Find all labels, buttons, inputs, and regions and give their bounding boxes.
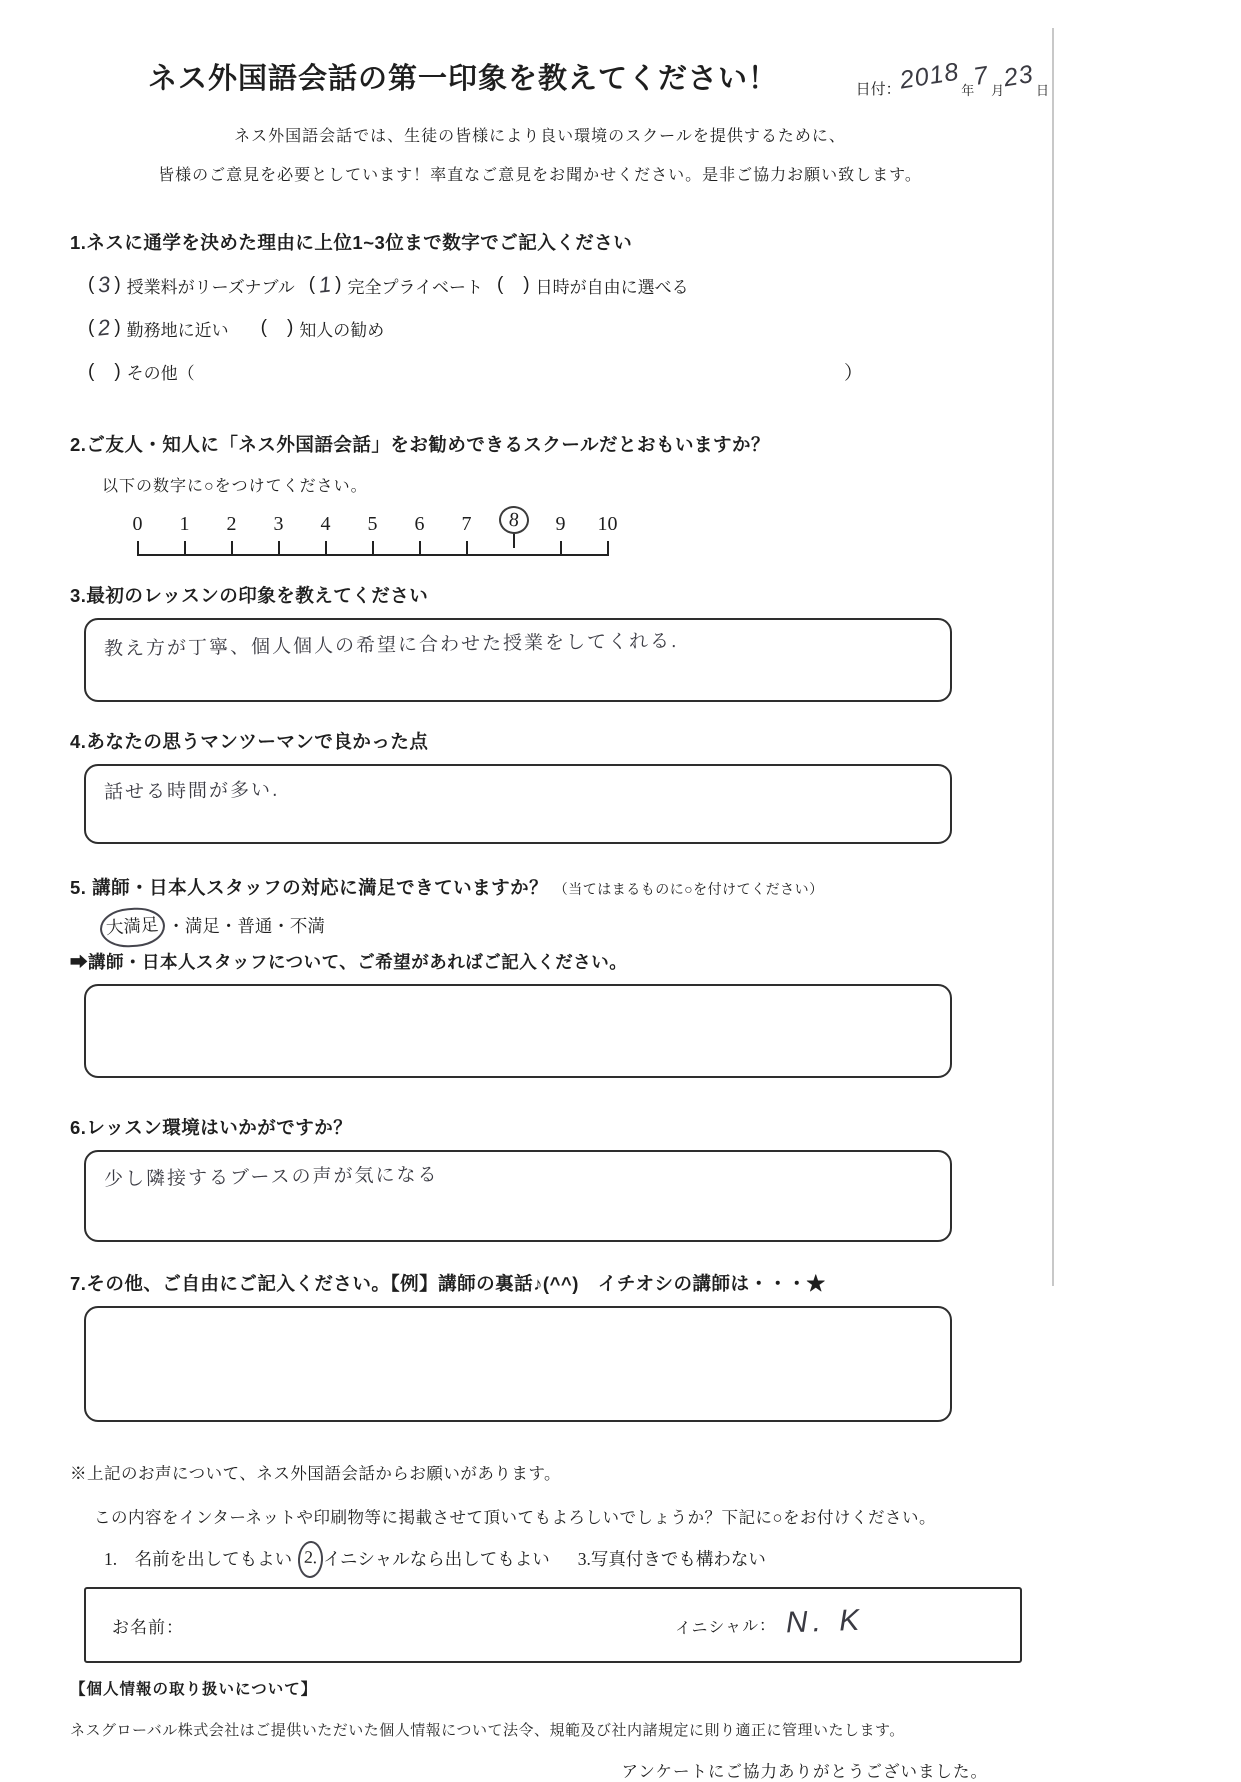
q5-followup: ➡講師・日本人スタッフについて、ご希望があればご記入ください。	[70, 952, 628, 972]
tick-mark	[513, 533, 515, 548]
q1-option-schedule	[497, 273, 689, 298]
q3-answer-box	[84, 618, 952, 702]
publish-option-initial-label: イニシャルなら出してもよい	[323, 1549, 550, 1569]
scale-number: 9	[555, 512, 566, 535]
q1-option-near-work	[88, 315, 229, 341]
privacy-text: ネスグローバル株式会社はご提供いただいた個人情報について法令、規範及び社内諸規定に則り適正に管理いたします。	[70, 1723, 905, 1739]
other-closing-paren: ）	[843, 363, 863, 384]
year-suffix: 年	[961, 83, 975, 98]
scale-baseline	[137, 554, 608, 556]
initial-label: イニシャル：	[674, 1616, 776, 1638]
scale-number: 2	[226, 512, 237, 535]
handwritten-rank	[94, 370, 114, 372]
paren-close: )	[286, 317, 294, 338]
name-label: お名前：	[112, 1617, 184, 1637]
thanks-text: アンケートにご協力ありがとうございました。	[621, 1762, 988, 1781]
handwritten-rank: 1	[317, 271, 333, 298]
privacy-title: 【個人情報の取り扱いについて】	[70, 1681, 318, 1698]
scale-number: 10	[597, 512, 618, 535]
handwritten-rank	[503, 284, 523, 286]
q1-option-private	[309, 272, 483, 298]
header	[70, 56, 1049, 99]
rating-scale	[114, 510, 631, 556]
scan-artifact-line	[1052, 28, 1054, 1286]
q5-other-options: ・満足・普通・不満	[167, 916, 325, 936]
q7-title: 7.その他、ご自由にご記入ください。【例】講師の裏話♪(^^) イチオシの講師は・・・★	[70, 1273, 826, 1294]
intro-line-1: ネス外国語会話では、生徒の皆様により良い環境のスクールを提供するために、	[234, 128, 846, 145]
scale-number: 7	[461, 512, 472, 535]
publish-question: この内容をインターネットや印刷物等に掲載させて頂いてもよろしいでしょうか？下記に○をお付けください。	[94, 1508, 936, 1527]
scale-cell-5	[349, 510, 396, 556]
scale-cell-10	[584, 510, 631, 556]
handwritten-rank: 3	[96, 271, 112, 298]
q5-note: （当てはまるものに○を付けてください）	[553, 883, 824, 898]
form-content	[70, 56, 1049, 1782]
q4-answer-box	[84, 764, 952, 844]
q5-selected-option: 大満足	[105, 914, 160, 938]
paren-close: )	[114, 317, 121, 338]
date-label: 日付：	[855, 82, 901, 98]
q2-title: 2.ご友人・知人に「ネス外国語会話」をお勧めできるスクールだとおもいますか？	[70, 434, 771, 455]
scale-cell-8-selected	[490, 510, 537, 556]
publish-options	[104, 1546, 1010, 1571]
q1-option-reasonable	[88, 272, 295, 298]
scale-cell-6	[396, 510, 443, 556]
handwritten-answer: 話せる時間が多い.	[103, 779, 280, 804]
q3-title: 3.最初のレッスンの印象を教えてください	[70, 585, 429, 606]
scale-cell-1	[161, 510, 208, 556]
q6-answer-box	[84, 1150, 952, 1242]
q1-option-row-3	[88, 358, 863, 385]
paren-close: )	[114, 360, 121, 382]
publish-option-photo: 3.写真付きでも構わない	[577, 1549, 766, 1569]
handwritten-circle-mark: 8	[497, 505, 530, 536]
handwritten-circle-mark	[99, 906, 166, 949]
q5-options	[102, 912, 1010, 939]
paren-open: (	[88, 274, 95, 295]
q5-title-text: 5. 講師・日本人スタッフの対応に満足できていますか？	[70, 877, 549, 898]
paren-open: (	[308, 274, 316, 295]
paren-open: (	[88, 317, 95, 338]
handwritten-day: 23	[1001, 59, 1036, 93]
q6-title: 6.レッスン環境はいかがですか？	[70, 1117, 353, 1138]
page-title: ネス外国語会話の第一印象を教えてください！	[148, 63, 779, 95]
handwritten-answer: 少し隣接するブースの声が気になる	[103, 1164, 439, 1191]
q1-option-label: 知人の勧め	[299, 320, 385, 340]
handwritten-year: 2018	[897, 57, 961, 95]
paren-close: )	[523, 274, 530, 295]
scale-cell-2	[208, 510, 255, 556]
q1-option-other	[88, 359, 195, 384]
q1-option-referral	[261, 316, 385, 341]
publish-option-name: 1. 名前を出してもよい	[104, 1549, 293, 1569]
scale-numbers	[114, 510, 631, 556]
scale-number: 1	[179, 512, 190, 535]
q4-title: 4.あなたの思うマンツーマンで良かった点	[70, 731, 429, 752]
q1-title: 1.ネスに通学を決めた理由に上位1~3位まで数字でご記入ください	[70, 232, 633, 253]
q5-title	[70, 874, 1010, 900]
initial-wrap	[674, 1603, 865, 1642]
paren-open: (	[88, 360, 95, 382]
q1-option-label: 日時が自由に選べる	[535, 277, 689, 297]
scale-cell-7	[443, 510, 490, 556]
handwritten-answer: 教え方が丁寧、個人個人の希望に合わせた授業をしてくれる.	[103, 630, 679, 661]
scale-number: 5	[367, 512, 378, 535]
scale-number: 6	[414, 512, 425, 535]
q5-answer-box	[84, 984, 952, 1078]
paren-close: )	[114, 274, 121, 295]
scale-cell-4	[302, 510, 349, 556]
paren-open: (	[260, 317, 267, 338]
scale-cell-0	[114, 510, 161, 556]
date-block	[855, 57, 1050, 99]
scale-cell-3	[255, 510, 302, 556]
publish-note: ※上記のお声について、ネス外国語会話からお願いがあります。	[70, 1464, 562, 1483]
q1-option-label: 授業料がリーズナブル	[126, 277, 295, 297]
scale-number: 4	[320, 512, 331, 535]
month-suffix: 月	[991, 83, 1005, 98]
q1-option-label: 勤務地に近い	[126, 320, 229, 340]
handwritten-month: 7	[971, 61, 991, 92]
day-suffix: 日	[1035, 83, 1049, 98]
scale-number: 0	[132, 512, 143, 535]
handwritten-rank: 2	[96, 314, 112, 341]
q2-instruction: 以下の数字に○をつけてください。	[102, 478, 368, 495]
handwritten-rank	[267, 327, 287, 329]
paren-close: )	[335, 274, 342, 295]
q1-option-row-1	[88, 272, 1010, 298]
q7-answer-box	[84, 1306, 952, 1422]
q1-option-label: その他（	[126, 364, 195, 383]
paren-open: (	[496, 274, 504, 295]
scale-cell-9	[537, 510, 584, 556]
name-box	[84, 1587, 1022, 1663]
intro-line-2: 皆様のご意見を必要としています！率直なご意見をお聞かせください。是非ご協力お願い致します。	[158, 167, 922, 184]
q1-option-label: 完全プライベート	[347, 277, 483, 297]
q1-option-row-2	[88, 315, 1010, 341]
publish-option-initial-number: 2.	[303, 1546, 318, 1568]
scale-number: 3	[273, 512, 284, 535]
handwritten-initials: N. K	[784, 1603, 865, 1640]
handwritten-circle-mark	[297, 1540, 324, 1578]
